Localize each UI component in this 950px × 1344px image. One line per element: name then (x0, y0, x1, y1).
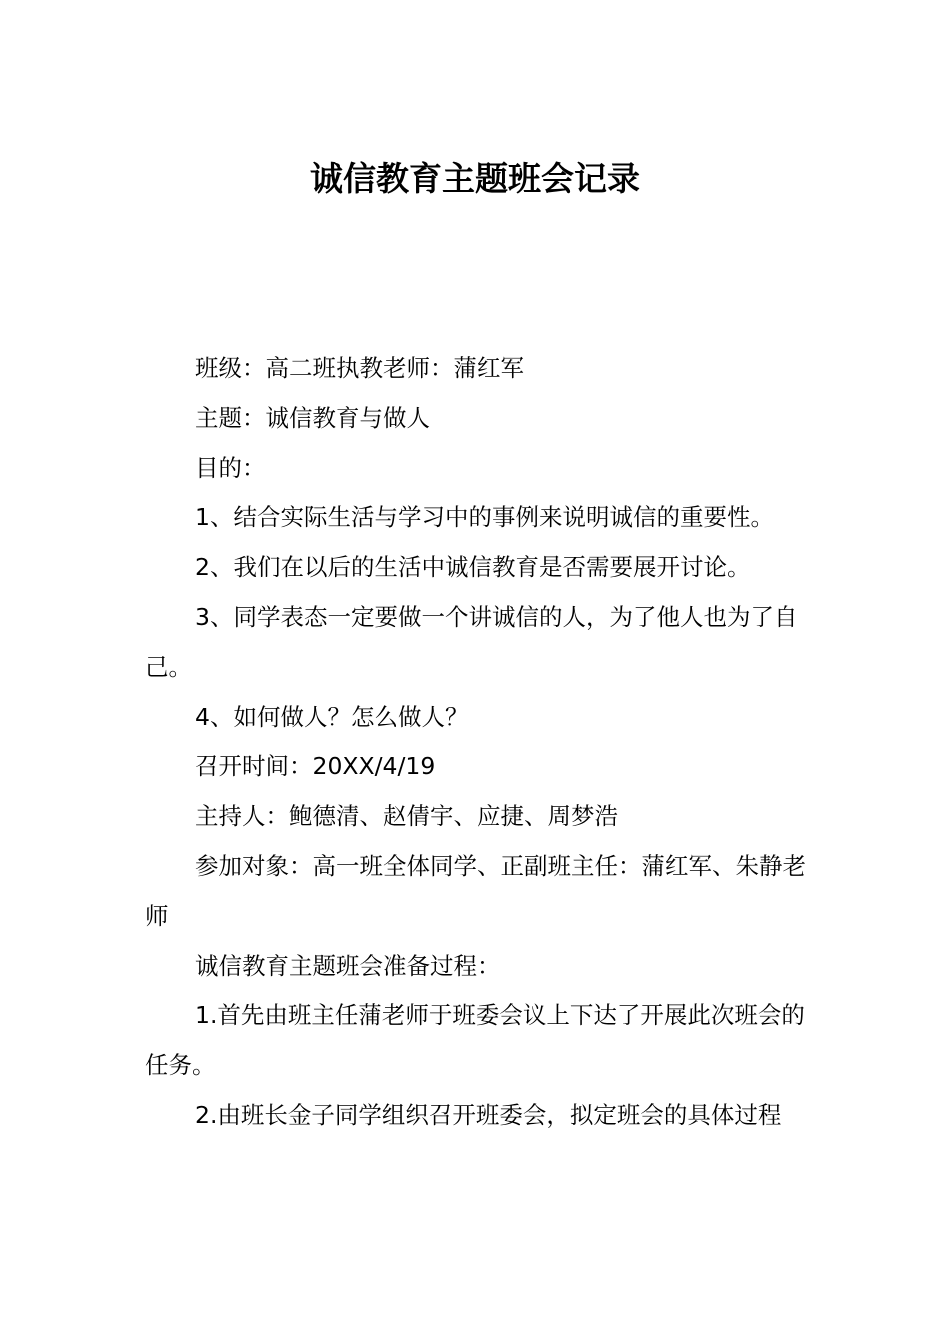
paragraph-class-teacher: 班级：高二班执教老师：蒲红军 (195, 354, 524, 382)
paragraph-purpose-item-3: 3、同学表态一定要做一个讲诚信的人，为了他人也为了自己。 (145, 602, 798, 681)
paragraph-preparation-step-1: 1.首先由班主任蒲老师于班委会议上下达了开展此次班会的任务。 (145, 1001, 805, 1080)
paragraph-purpose-item-1: 1、结合实际生活与学习中的事例来说明诚信的重要性。 (195, 503, 774, 532)
paragraph-purpose-item-4: 4、如何做人？怎么做人？ (195, 702, 469, 731)
paragraph-hosts: 主持人：鲍德清、赵倩宇、应捷、周梦浩 (195, 802, 618, 831)
paragraph-participants: 参加对象：高一班全体同学、正副班主任：蒲红军、朱静老师 (145, 851, 806, 930)
paragraph-preparation-step-2: 2.由班长金子同学组织召开班委会，拟定班会的具体过程 (195, 1100, 782, 1129)
paragraph-preparation-heading: 诚信教育主题班会准备过程： (195, 951, 501, 980)
paragraph-topic: 主题：诚信教育与做人 (195, 403, 430, 432)
paragraph-purpose-heading: 目的： (195, 453, 266, 482)
document-title: 诚信教育主题班会记录 (310, 159, 640, 198)
paragraph-meeting-time: 召开时间：20XX/4/19 (195, 752, 436, 781)
document-body (145, 344, 810, 1141)
paragraph-purpose-item-2: 2、我们在以后的生活中诚信教育是否需要展开讨论。 (195, 553, 751, 582)
